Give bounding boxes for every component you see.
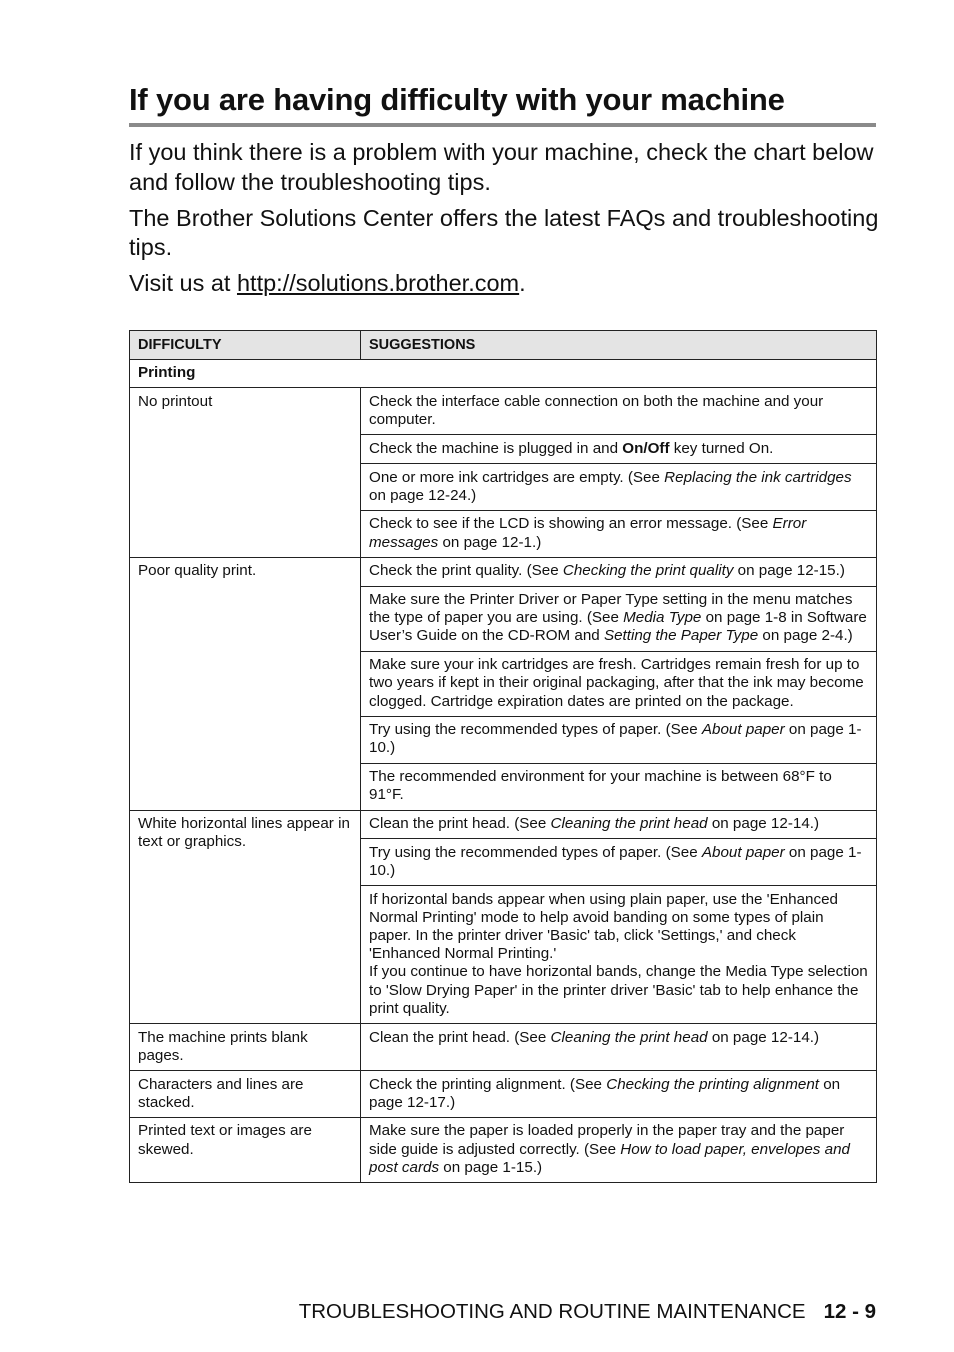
table-row [130,1071,877,1118]
reference-title: Checking the printing alignment [606,1075,819,1093]
suggestion-cell [361,388,877,435]
suggestion-cell [361,464,877,511]
suggestion-text: on page 12-17.) [369,1075,841,1111]
reference-title: Media Type [623,609,702,627]
reference-title: About paper [701,721,785,739]
suggestion-cell [361,435,877,464]
suggestion-cell [361,1024,877,1071]
suggestion-text: Make sure the paper is loaded properly in the paper tray and the paper side guide is adjusted correctly. (See [369,1122,845,1158]
suggestion-text: Clean the print head. (See [369,1028,551,1046]
reference-title: Setting the Paper Type [603,627,759,645]
suggestion-text: on page 1-8 in Software User’s Guide on the CD-ROM and [369,609,867,645]
difficulty-cell: White horizontal lines appear in text or graphics. [130,810,361,1024]
difficulty-cell: No printout [130,388,361,557]
suggestion-text: on page 1-10.) [369,843,862,879]
intro-text [129,138,889,305]
reference-title: About paper [701,843,785,861]
suggestion-text: Check the printing alignment. (See [369,1075,607,1093]
difficulty-cell: The machine prints blank pages. [130,1024,361,1071]
suggestion-text: on page 12-1.) [438,533,542,551]
section-label: Printing [130,359,877,388]
page-number: 12 - 9 [823,1300,876,1323]
suggestion-text: on page 1-10.) [369,721,862,757]
suggestion-text: Check to see if the LCD is showing an error message. (See [369,515,773,533]
table-row [130,810,877,839]
suggestion-text: on page 12-14.) [707,1028,820,1046]
suggestion-cell [361,510,877,557]
suggestion-cell [361,1071,877,1118]
suggestion-cell [361,839,877,886]
key-name: On/Off [622,439,670,457]
visit-paragraph [129,269,889,299]
suggestion-text: key turned On. [669,439,774,457]
table-row [130,388,877,435]
table-header-row [130,331,877,360]
intro-paragraph: If you think there is a problem with your machine, check the chart below and follow the troubleshooting tips. [129,139,874,195]
table-row [130,557,877,586]
suggestion-text: Check the print quality. (See [369,562,563,580]
page-title: If you are having difficulty with your machine [129,82,785,117]
suggestion-text: on page 12-24.) [369,486,477,504]
header-difficulty: DIFFICULTY [130,331,361,360]
table-row [130,1117,877,1182]
suggestion-text: One or more ink cartridges are empty. (See [369,468,665,486]
reference-title: Replacing the ink cartridges [664,468,852,486]
title-rule [129,123,876,127]
suggestion-text: Check the machine is plugged in and [369,439,623,457]
difficulty-cell: Printed text or images are skewed. [130,1117,361,1182]
difficulty-cell: Poor quality print. [130,557,361,810]
suggestion-text: Check the interface cable connection on both the machine and your computer. [369,392,824,429]
header-suggestions: SUGGESTIONS [361,331,877,360]
page-footer [299,1300,876,1324]
table-row [130,1024,877,1071]
reference-title: Cleaning the print head [550,1028,708,1046]
suggestion-text: The recommended environment for your machine is between 68°F to 91°F. [369,768,832,804]
suggestion-cell [361,810,877,839]
footer-chapter: TROUBLESHOOTING AND ROUTINE MAINTENANCE [298,1300,806,1323]
suggestion-cell [361,1117,877,1182]
suggestion-text: on page 12-15.) [733,562,845,580]
suggestion-text: If you continue to have horizontal bands, change the Media Type selection to 'Slow Drying Paper' in the printer driver 'Basic' tab to help enhance the print quality. [369,963,868,1017]
suggestion-cell [361,886,877,1024]
suggestion-text: on page 2-4.) [758,627,853,645]
reference-title: Cleaning the print head [550,815,708,833]
intro-paragraph: The Brother Solutions Center offers the latest FAQs and troubleshooting tips. [129,204,879,260]
solutions-center-link[interactable]: http://solutions.brother.com [236,270,520,296]
suggestion-text: Make sure the Printer Driver or Paper Type setting in the menu matches the type of paper you are using. (See [369,591,853,627]
section-row [130,359,877,388]
suggestion-text: Try using the recommended types of paper. (See [369,721,702,739]
reference-title: How to load paper, envelopes and post cards [369,1140,850,1176]
suggestion-text: Clean the print head. (See [369,815,551,833]
suggestion-text: Try using the recommended types of paper. (See [369,843,702,861]
reference-title: Checking the print quality [562,562,734,580]
suggestion-text: on page 1-15.) [439,1158,543,1176]
suggestion-cell [361,557,877,586]
visit-suffix: . [519,270,526,296]
suggestion-text: Make sure your ink cartridges are fresh. Cartridges remain fresh for up to two years if kept in their original packaging, after that the ink may become clogged. Cartridge expiration dates are printed on the package. [369,656,864,710]
table-body [130,359,877,1182]
visit-prefix: Visit us at [129,270,237,296]
suggestion-cell [361,763,877,810]
suggestion-cell [361,716,877,763]
suggestion-text: If horizontal bands appear when using plain paper, use the 'Enhanced Normal Printing' mode to help avoid banding on some types of plain paper. In the printer driver 'Basic' tab, click 'Settings,' and check 'Enhanced Normal Printing.' [369,890,838,963]
difficulty-cell: Characters and lines are stacked. [130,1071,361,1118]
suggestion-text: on page 12-14.) [707,815,820,833]
suggestion-cell [361,651,877,716]
suggestion-cell [361,586,877,651]
reference-title: Error messages [369,515,807,551]
troubleshooting-table [129,330,877,1183]
